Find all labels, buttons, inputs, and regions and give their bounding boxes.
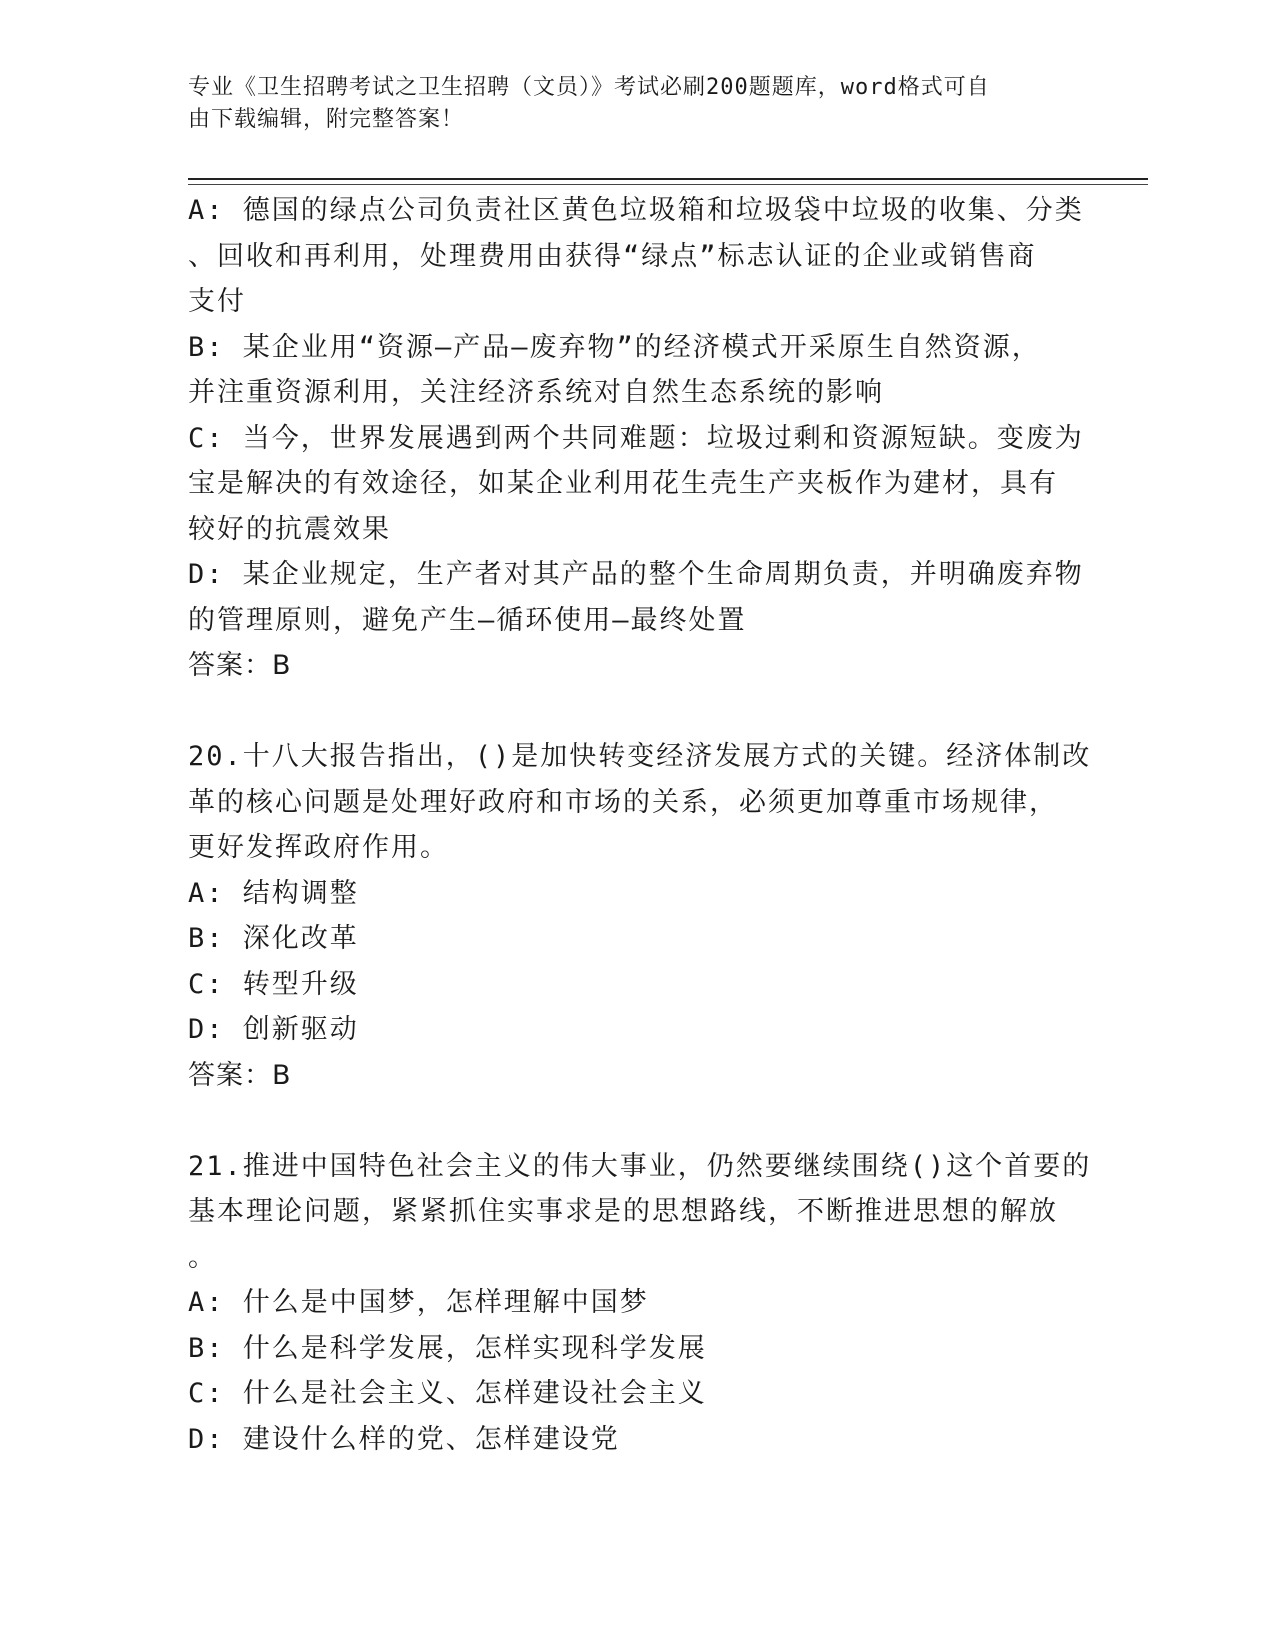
option-d-line-2: 的管理原则，避免产生—循环使用—最终处置	[188, 604, 747, 636]
stem-line-1: 20.十八大报告指出，()是加快转变经济发展方式的关键。经济体制改	[188, 741, 1092, 772]
question-21	[188, 1144, 1092, 1463]
header-line-2: 由下载编辑，附完整答案！	[188, 107, 465, 132]
option-a	[188, 188, 1088, 325]
stem-line-2: 革的核心问题是处理好政府和市场的关系，必须更加尊重市场规律，	[188, 786, 1058, 818]
option-a: A: 什么是中国梦，怎样理解中国梦	[188, 1287, 649, 1318]
document-header	[188, 72, 1068, 136]
option-c	[188, 416, 1088, 553]
option-b: B: 深化改革	[188, 923, 359, 954]
question-20	[188, 734, 1092, 1098]
option-a-line-2: 、回收和再利用，处理费用由获得“绿点”标志认证的企业或销售商	[188, 240, 1037, 272]
stem-line-2: 基本理论问题，紧紧抓住实事求是的思想路线，不断推进思想的解放	[188, 1196, 1058, 1227]
stem-line-1: 21.推进中国特色社会主义的伟大事业，仍然要继续围绕()这个首要的	[188, 1150, 1092, 1182]
option-b	[188, 325, 1088, 416]
option-c-line-3: 较好的抗震效果	[188, 513, 391, 545]
option-a: A: 结构调整	[188, 877, 359, 909]
option-d: D: 建设什么样的党、怎样建设党	[188, 1423, 620, 1455]
option-b-line-2: 并注重资源利用，关注经济系统对自然生态系统的影响	[188, 377, 884, 408]
option-c: C: 转型升级	[188, 968, 359, 1000]
option-c-line-2: 宝是解决的有效途径，如某企业利用花生壳生产夹板作为建材，具有	[188, 468, 1058, 499]
header-divider-thick	[188, 178, 1148, 180]
document-body	[188, 188, 1092, 1462]
option-d-line-1: D: 某企业规定，生产者对其产品的整个生命周期负责，并明确废弃物	[188, 559, 1084, 590]
stem-line-3: 。	[188, 1241, 217, 1273]
option-a-line-3: 支付	[188, 286, 246, 317]
option-c: C: 什么是社会主义、怎样建设社会主义	[188, 1378, 707, 1409]
option-d	[188, 552, 1088, 643]
question-stem	[188, 1144, 1092, 1281]
question-19	[188, 188, 1088, 689]
answer-label: 答案：B	[188, 650, 292, 681]
header-line-1: 专业《卫生招聘考试之卫生招聘（文员）》考试必刷200题题库，word格式可自	[188, 75, 990, 100]
option-c-line-1: C: 当今，世界发展遇到两个共同难题：垃圾过剩和资源短缺。变废为	[188, 422, 1084, 454]
spacer	[188, 689, 1088, 735]
header-divider-thin	[188, 184, 1148, 185]
option-b: B: 什么是科学发展，怎样实现科学发展	[188, 1332, 707, 1364]
answer-label: 答案：B	[188, 1059, 292, 1091]
spacer	[188, 1098, 1088, 1144]
question-stem	[188, 734, 1092, 871]
stem-line-3: 更好发挥政府作用。	[188, 832, 449, 863]
option-b-line-1: B: 某企业用“资源—产品—废弃物”的经济模式开采原生自然资源，	[188, 331, 1041, 363]
option-a-line-1: A: 德国的绿点公司负责社区黄色垃圾箱和垃圾袋中垃圾的收集、分类	[188, 195, 1084, 226]
option-d: D: 创新驱动	[188, 1014, 359, 1045]
